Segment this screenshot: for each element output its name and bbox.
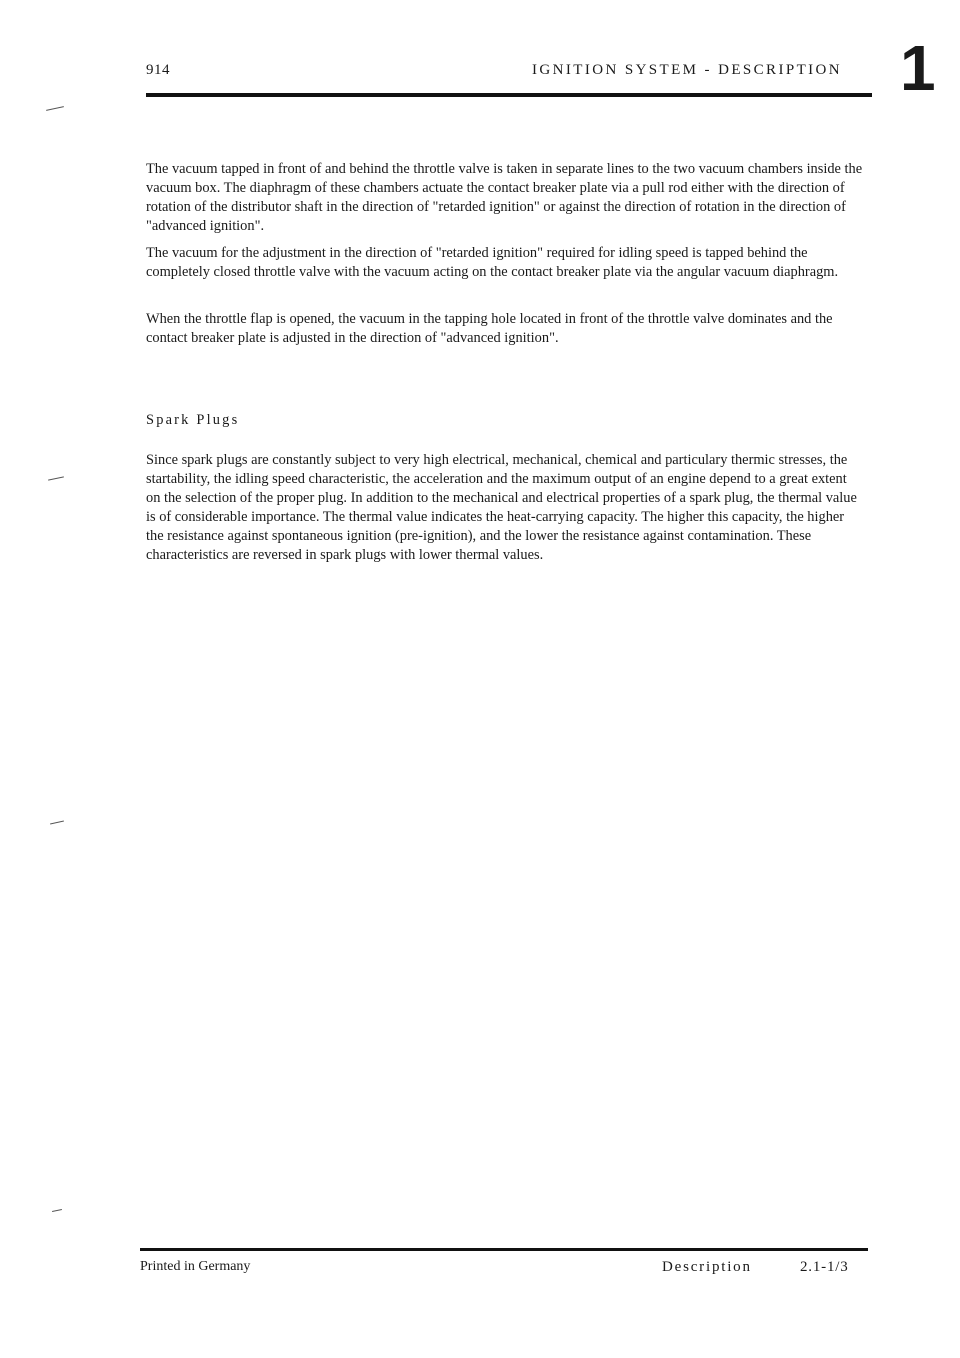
paragraph-spark-plugs: Since spark plugs are constantly subject to very high electrical, mechanical, chemical and particulary thermic stresses, the startability, the idling speed characteristic, the acceleration and the maximum output of an engine depend to a great extent on the selection of the proper plug. In addition to the mechanical and electrical properties of a spark plug, the thermal value is of considerable importance. The thermal value indicates the heat-carrying capacity. The higher this capacity, the higher the resistance against spontaneous ignition (pre-ignition), and the lower the resistance against contamination. These characteristics are reversed in spark plugs with lower thermal values. xyxy=(146,452,857,563)
header-rule xyxy=(146,93,872,97)
scan-mark xyxy=(50,821,64,825)
paragraph-vacuum-lines: The vacuum tapped in front of and behind the throttle valve is taken in separate lines to the two vacuum chambers inside the vacuum box. The diaphragm of these chambers actuate the contact breaker plate via a pull rod either with the direction of rotation of the distributor shaft in the direction of "retarded ignition" or against the direction of rotation in the direction of "advanced ignition". xyxy=(146,161,863,234)
paragraph-retarded-ignition: The vacuum for the adjustment in the direction of "retarded ignition" required for idling speed is tapped behind the completely closed throttle valve with the vacuum acting on the contact breaker plate via the angular vacuum diaphragm. xyxy=(146,245,839,280)
footer-description-label: Description xyxy=(662,1259,752,1275)
scan-mark xyxy=(46,106,64,111)
scan-mark xyxy=(48,476,64,480)
header-title: IGNITION SYSTEM - DESCRIPTION xyxy=(532,62,843,78)
scan-mark xyxy=(52,1209,62,1212)
printed-in-label: Printed in Germany xyxy=(140,1259,251,1274)
section-heading-spark-plugs: Spark Plugs xyxy=(146,412,240,428)
section-number-marker: 1 xyxy=(900,32,936,104)
paragraph-advanced-ignition: When the throttle flap is opened, the vacuum in the tapping hole located in front of the throttle valve dominates and the contact breaker plate is adjusted in the direction of "advanced ignition". xyxy=(146,311,833,346)
page-reference: 2.1-1/3 xyxy=(800,1259,849,1275)
page-number: 914 xyxy=(146,62,170,78)
footer-rule xyxy=(140,1248,868,1251)
